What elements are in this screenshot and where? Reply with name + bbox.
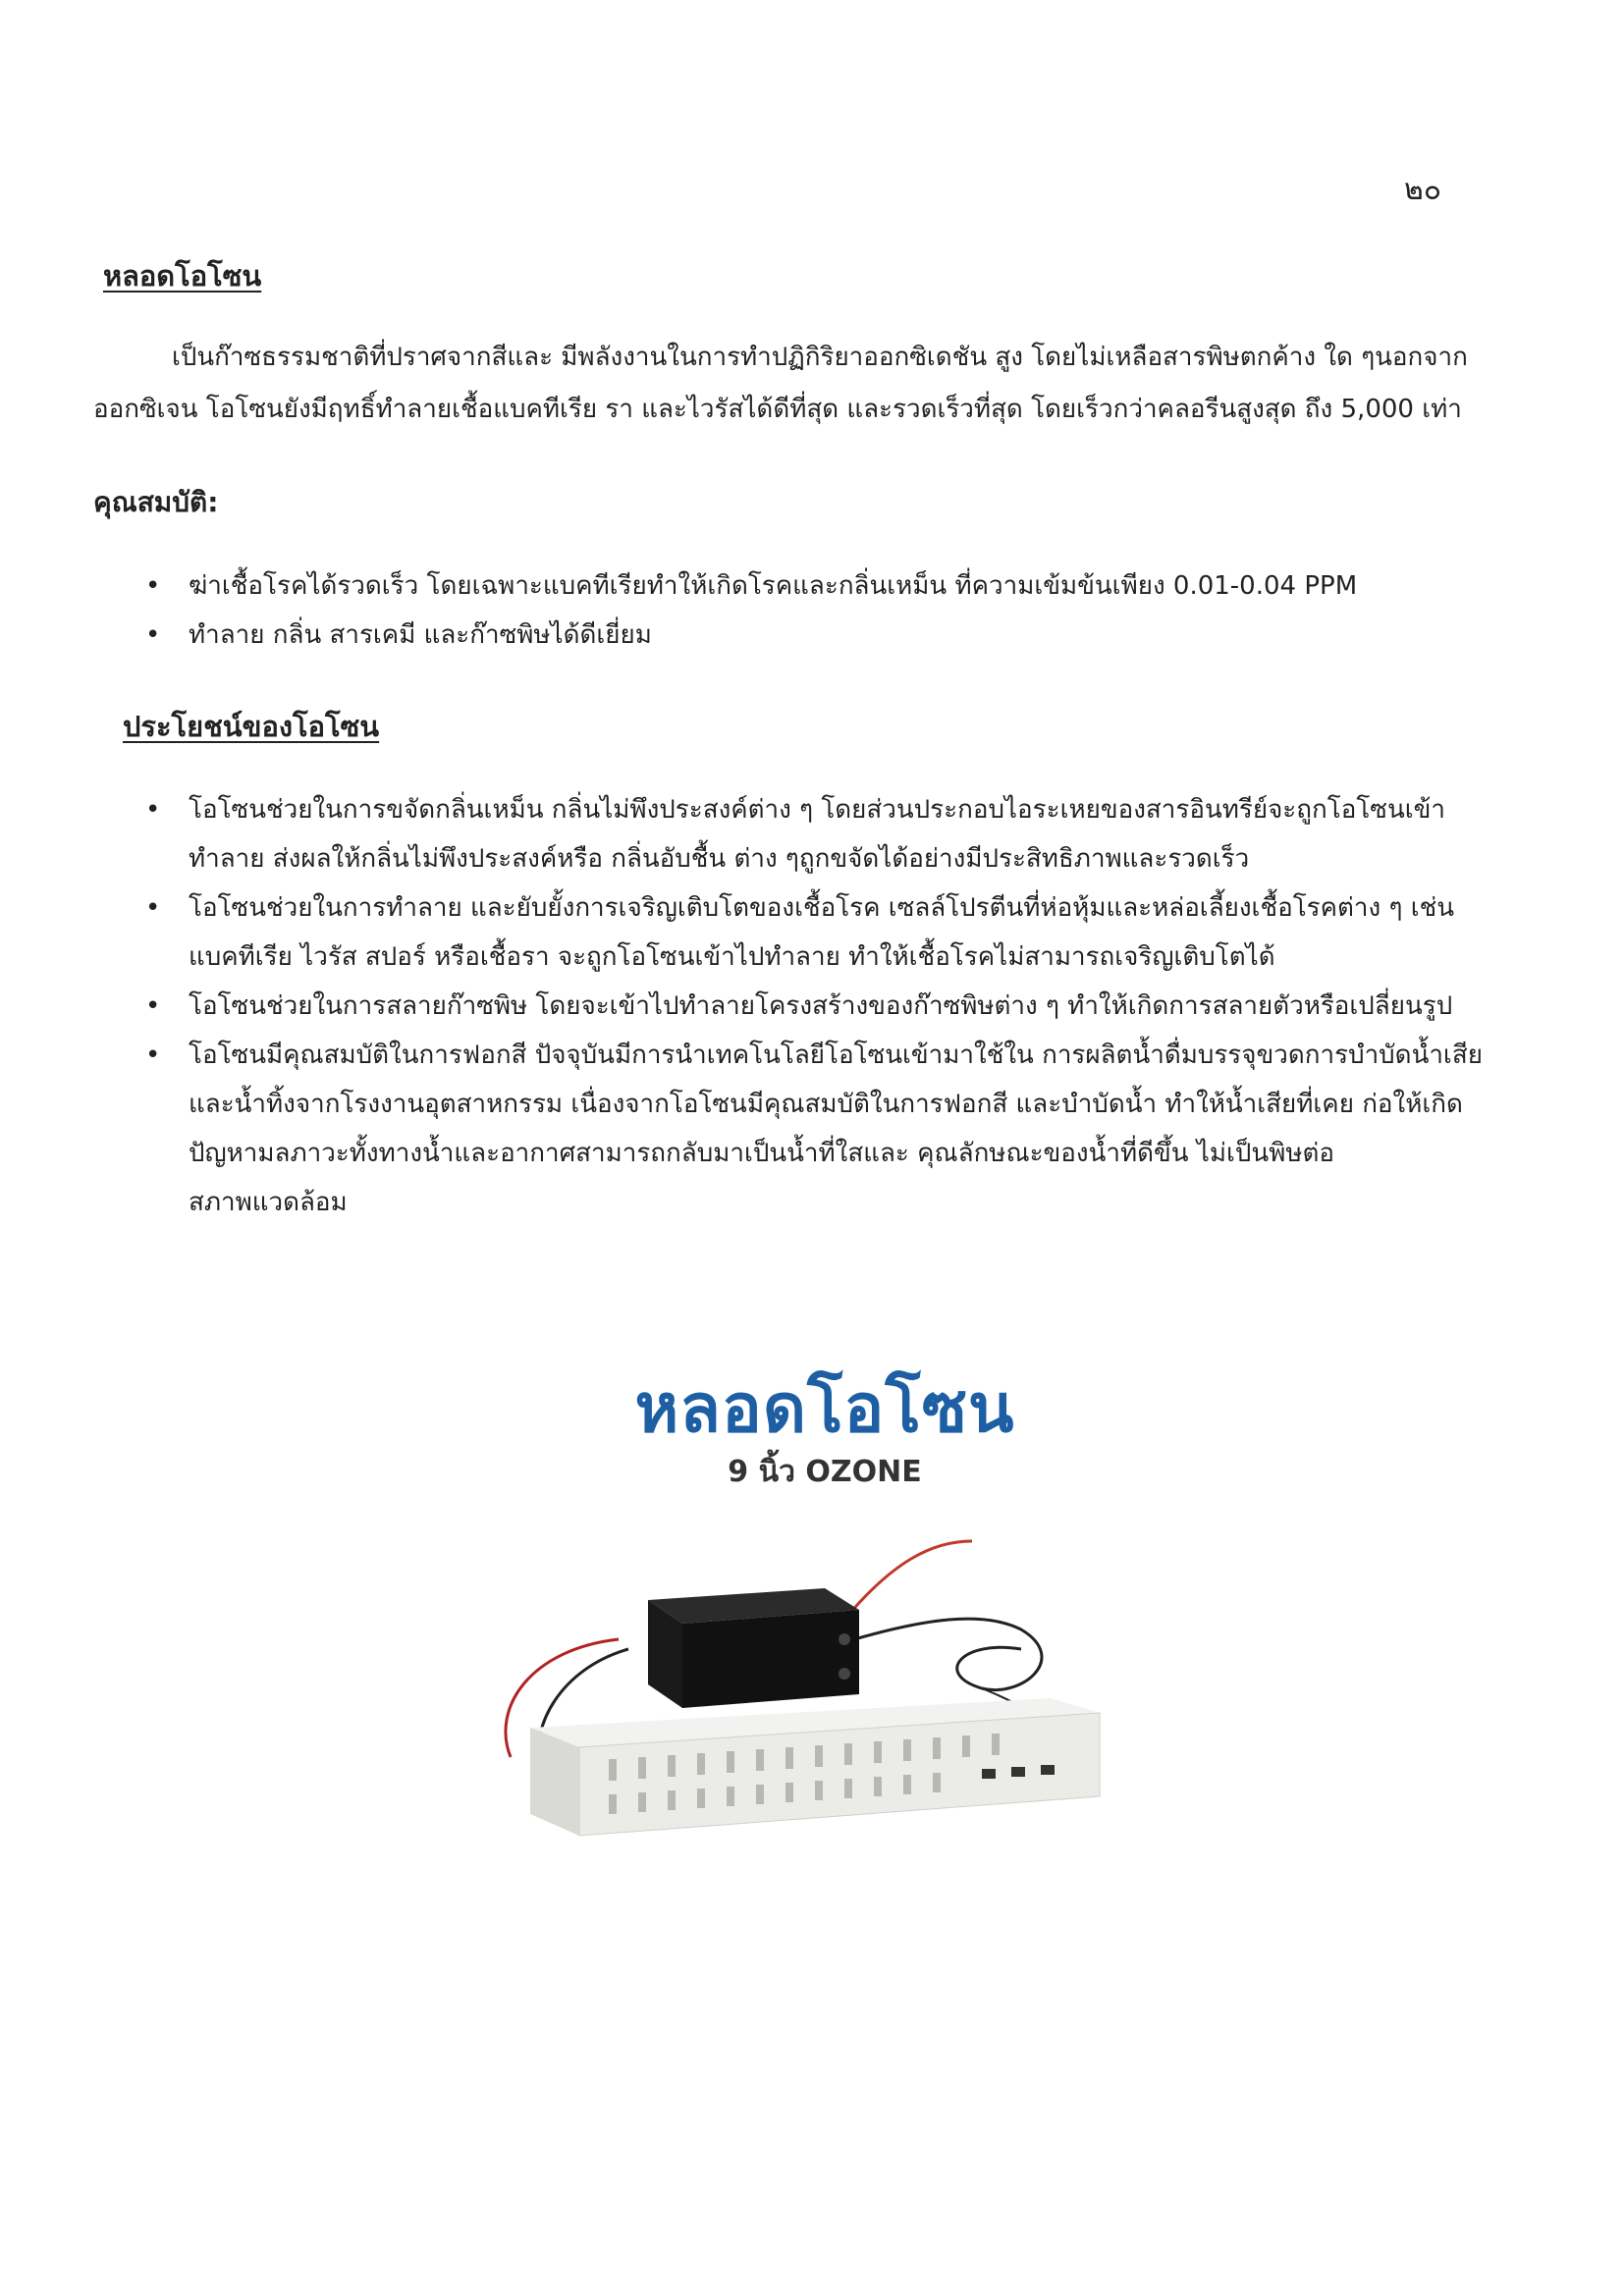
section-heading-ozone-lamp: หลอดโอโซน [103, 259, 262, 293]
list-item [137, 611, 1532, 660]
properties-heading: คุณสมบัติ: [93, 486, 219, 518]
product-brand-text: หลอดโอโซน [634, 1370, 1015, 1448]
list-item-text: • โอโซนช่วยในการขจัดกลิ่นเหม็น กลิ่นไม่พึงประสงค์ต่าง ๆ โดยส่วนประกอบไอระเหยของสารอินทรีย์จะถูกโอโซนเข้า [189, 795, 1445, 825]
list-item-text: • ฆ่าเชื้อโรคได้รวดเร็ว โดยเฉพาะแบคทีเรียทำให้เกิดโรคและกลิ่นเหม็น ที่ความเข้มข้นเพียง 0.01-0.04 PPM [189, 571, 1358, 601]
list-item-text: ทำลาย ส่งผลให้กลิ่นไม่พึงประสงค์หรือ กลิ่นอับชื้น ต่าง ๆถูกขจัดได้อย่างมีประสิทธิภาพและรวดเร็ว [189, 844, 1250, 874]
intro-paragraph [93, 332, 1537, 436]
list-item-text: แบคทีเรีย ไวรัส สปอร์ หรือเชื้อรา จะถูกโอโซนเข้าไปทำลาย ทำให้เชื้อโรคไม่สามารถเจริญเติบโตได้ [189, 942, 1275, 972]
properties-list [137, 561, 1532, 660]
list-item [137, 785, 1532, 883]
list-item-text: • ทำลาย กลิ่น สารเคมี และก๊าซพิษได้ดีเยี่ยม [189, 620, 652, 650]
benefits-list [137, 785, 1532, 1227]
list-item [137, 1031, 1532, 1227]
product-subtitle: 9 นิ้ว OZONE [728, 1455, 922, 1489]
list-item-text: สภาพแวดล้อม [189, 1188, 348, 1217]
list-item-text: • โอโซนมีคุณสมบัติในการฟอกสี ปัจจุบันมีการนำเทคโนโลยีโอโซนเข้ามาใช้ใน การผลิตน้ำดื่มบรรจุขวดการบำบัดน้ำเสีย [189, 1041, 1483, 1070]
paragraph-line: ออกซิเจน โอโซนยังมีฤทธิ์ทำลายเชื้อแบคทีเรีย รา และไวรัสได้ดีที่สุด และรวดเร็วที่สุด โดยเร็วกว่าคลอรีนสูงสุด ถึง 5,000 เท่า [93, 395, 1462, 424]
list-item [137, 561, 1532, 611]
paragraph-line: เป็นก๊าซธรรมชาติที่ปราศจากสีและ มีพลังงานในการทำปฏิกิริยาออกซิเดชัน สูง โดยไม่เหลือสารพิษตกค้าง ใด ๆนอกจาก [172, 343, 1468, 372]
product-image [471, 1355, 1178, 1904]
list-item-text: และน้ำทิ้งจากโรงงานอุตสาหกรรม เนื่องจากโอโซนมีคุณสมบัติในการฟอกสี และบำบัดน้ำ ทำให้น้ำเสียที่เคย ก่อให้เกิด [189, 1090, 1463, 1119]
page-number: ๒๐ [1404, 173, 1442, 207]
list-item-text: ปัญหามลภาวะทั้งทางน้ำและอากาศสามารถกลับมาเป็นน้ำที่ใสและ คุณลักษณะของน้ำที่ดีขึ้น ไม่เป็นพิษต่อ [189, 1139, 1334, 1168]
benefits-heading: ประโยชน์ของโอโซน [123, 710, 380, 743]
list-item-text: • โอโซนช่วยในการสลายก๊าซพิษ โดยจะเข้าไปทำลายโครงสร้างของก๊าซพิษต่าง ๆ ทำให้เกิดการสลายตัวหรือเปลี่ยนรูป [189, 991, 1453, 1021]
list-item-text: • โอโซนช่วยในการทำลาย และยับยั้งการเจริญเติบโตของเชื้อโรค เซลล์โปรตีนที่ห่อหุ้มและหล่อเลี้ยงเชื้อโรคต่าง ๆ เช่น [189, 893, 1455, 923]
list-item [137, 982, 1532, 1031]
list-item [137, 883, 1532, 982]
ozone-lamp-photo [471, 1502, 1178, 1895]
